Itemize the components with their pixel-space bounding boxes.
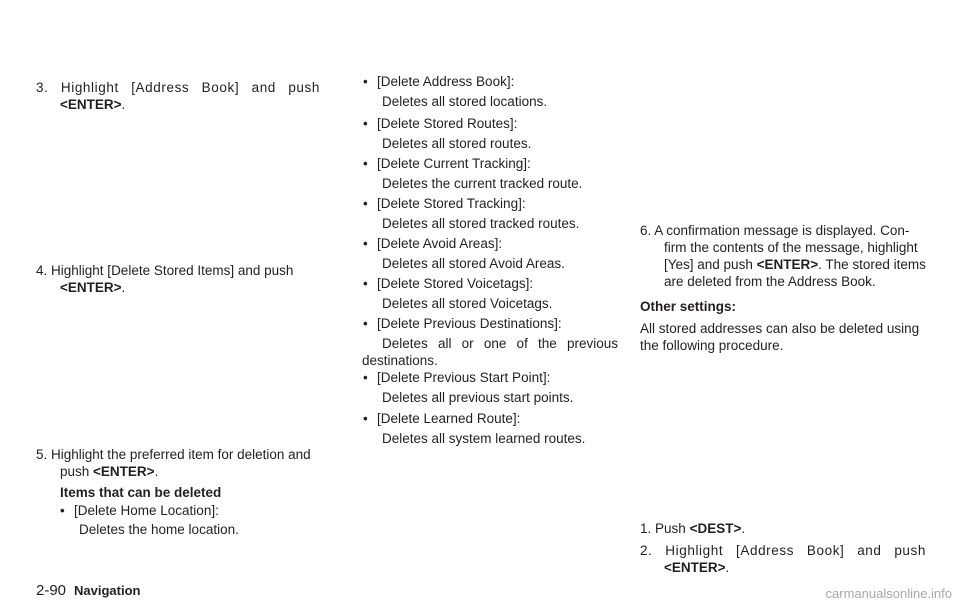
enter-key-label: <ENTER>: [756, 257, 819, 272]
items-heading: Items that can be deleted: [60, 485, 222, 500]
bullet-icon: •: [363, 370, 368, 385]
bullet-icon: •: [363, 196, 368, 211]
section-name: Navigation: [74, 583, 141, 598]
item-description: Deletes all stored locations.: [382, 94, 548, 109]
list-item: • [Delete Stored Routes]:: [363, 116, 518, 131]
watermark: carmanualsonline.info: [825, 586, 952, 601]
step-number: 3.: [36, 80, 49, 95]
step-number: 1.: [640, 521, 652, 536]
list-item: • [Delete Current Tracking]:: [363, 156, 531, 171]
step-6: 6. A confirmation message is displayed. Con- firm the contents of the message, highlight [Yes] and push <ENTER>. The stored items are deleted from the Address Book.: [640, 223, 926, 289]
dest-key-label: <DEST>: [689, 521, 742, 536]
enter-key-label: <ENTER>: [93, 464, 155, 479]
bullet-icon: •: [363, 411, 368, 426]
list-item: • [Delete Address Book]:: [363, 74, 515, 89]
other-settings-text: All stored addresses can also be deleted using the following procedure.: [640, 321, 920, 353]
list-item: • [Delete Stored Tracking]:: [363, 196, 526, 211]
bullet-icon: •: [60, 503, 65, 518]
bullet-icon: •: [363, 156, 368, 171]
list-item: • [Delete Previous Destinations]:: [363, 316, 562, 331]
page-footer: [36, 582, 141, 599]
step-1: 1. Push <DEST>.: [640, 521, 746, 536]
item-description: Deletes all system learned routes.: [382, 431, 586, 446]
list-item: • [Delete Learned Route]:: [363, 411, 521, 426]
item-description: Deletes the home location.: [79, 522, 239, 537]
step-5: 5. Highlight the preferred item for deletion and push <ENTER>.: [36, 447, 311, 479]
bullet-icon: •: [363, 74, 368, 89]
list-item: • [Delete Stored Voicetags]:: [363, 276, 534, 291]
enter-key-label: <ENTER>: [664, 560, 726, 575]
step-4: 4. Highlight [Delete Stored Items] and push <ENTER>.: [36, 263, 294, 295]
step-number: 2.: [640, 543, 653, 558]
enter-key-label: <ENTER>: [60, 280, 122, 295]
list-item: • [Delete Home Location]:: [60, 503, 219, 518]
page-number: 2-90: [36, 582, 67, 599]
item-description: Deletes all or one of the previous destinations.: [362, 336, 618, 368]
item-description: Deletes all previous start points.: [382, 390, 574, 405]
item-description: Deletes all stored routes.: [382, 136, 532, 151]
bullet-icon: •: [363, 236, 368, 251]
bullet-icon: •: [363, 276, 368, 291]
list-item: • [Delete Avoid Areas]:: [363, 236, 503, 251]
bullet-icon: •: [363, 116, 368, 131]
other-settings-heading: Other settings:: [640, 299, 737, 314]
step-2: 2. Highlight [Address Book] and push <ENTER>.: [640, 543, 926, 575]
step-number: 5.: [36, 447, 48, 462]
item-description: Deletes all stored Voicetags.: [382, 296, 553, 311]
item-description: Deletes all stored Avoid Areas.: [382, 256, 565, 271]
item-description: Deletes the current tracked route.: [382, 176, 583, 191]
step-3: 3. Highlight [Address Book] and push <ENTER>.: [36, 80, 320, 112]
item-description: Deletes all stored tracked routes.: [382, 216, 580, 231]
list-item: • [Delete Previous Start Point]:: [363, 370, 551, 385]
step-number: 6.: [640, 223, 652, 238]
enter-key-label: <ENTER>: [60, 97, 122, 112]
bullet-icon: •: [363, 316, 368, 331]
step-number: 4.: [36, 263, 48, 278]
